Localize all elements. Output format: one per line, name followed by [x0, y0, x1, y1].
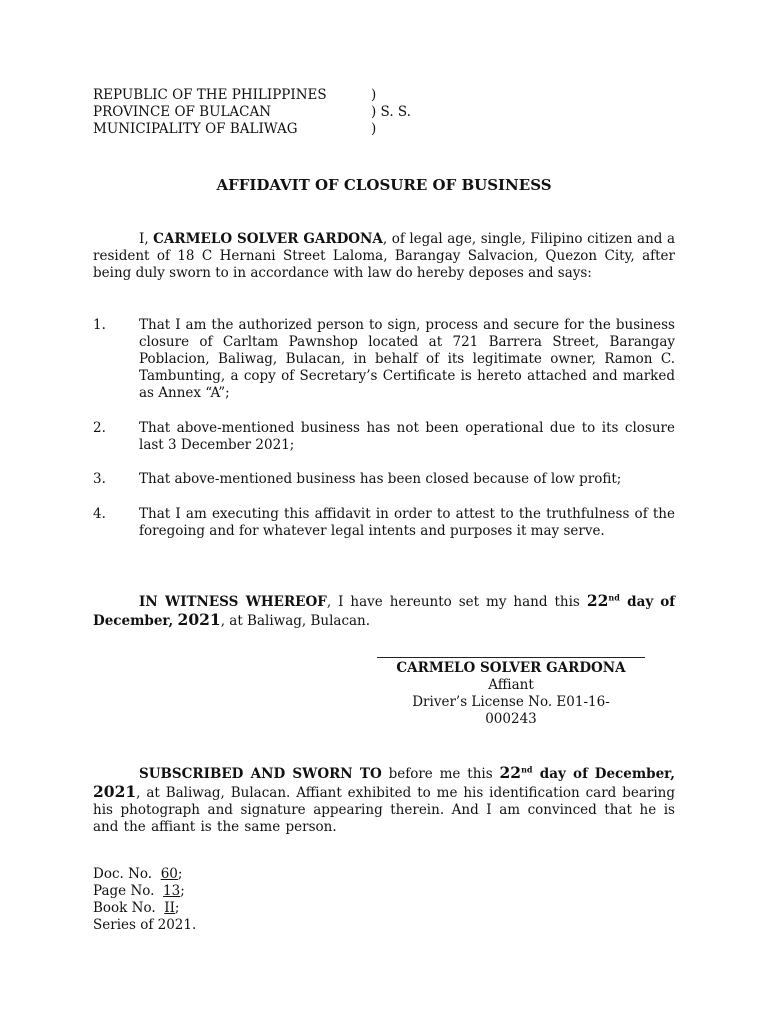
notarial-doc-no: Doc. No. 60;	[93, 866, 183, 882]
list-item-text: That I am executing this affidavit in order to attest to the truthfulness of the foregoing and for whatever legal intents and purposes it may serve.	[139, 506, 675, 539]
book-no-value: II	[164, 900, 175, 916]
venue-paren: )	[371, 87, 377, 103]
list-item-text: That above-mentioned business has been closed because of low profit;	[139, 471, 622, 487]
witness-day-word: day	[619, 594, 654, 610]
intro-prefix: I,	[139, 231, 154, 247]
page-no-label: Page No.	[93, 883, 155, 899]
affiant-name-inline: CARMELO SOLVER GARDONA	[153, 231, 383, 247]
venue-paren-ss: ) S. S.	[371, 104, 411, 120]
notarial-book-no: Book No. II;	[93, 900, 180, 916]
signature-line	[377, 657, 645, 658]
list-item-number: 1.	[93, 317, 106, 333]
jurat-month: December,	[594, 766, 675, 782]
signature-block	[377, 660, 645, 728]
license-line-2: 000243	[485, 711, 537, 727]
doc-no-value: 60	[160, 866, 178, 882]
page-no-value: 13	[163, 883, 181, 899]
jurat-day: 22	[499, 763, 522, 782]
venue-province: PROVINCE OF BULACAN	[93, 104, 272, 120]
jurat-tail: , at Baliwag, Bulacan. Affiant exhibited to me his identification card bearing his photograph and signature appearing therein. And I am convinced that he is and the affiant is the same person.	[93, 785, 675, 835]
witness-month: of December,	[93, 594, 675, 629]
list-item-number: 2.	[93, 420, 106, 436]
witness-paragraph	[93, 592, 675, 630]
affiant-signature-name: CARMELO SOLVER GARDONA	[396, 660, 626, 676]
jurat-lead: SUBSCRIBED AND SWORN TO	[139, 766, 382, 782]
witness-tail: , at Baliwag, Bulacan.	[220, 613, 371, 629]
jurat-paragraph	[93, 764, 675, 836]
list-item-text: That I am the authorized person to sign, process and secure for the business closure of Carltam Pawnshop located at 721 Barrera Street, Barangay Poblacion, Baliwag, Bulacan, in behalf of its legitimate owner, Ramon C. Tambunting, a copy of Secretary’s Certificate is hereto attached and marked as Annex “A”;	[139, 317, 675, 401]
venue-republic: REPUBLIC OF THE PHILIPPINES	[93, 87, 327, 103]
venue-municipality: MUNICIPALITY OF BALIWAG	[93, 121, 298, 137]
intro-paragraph	[93, 231, 675, 282]
witness-day-suffix: nd	[608, 592, 620, 603]
notarial-series: Series of 2021.	[93, 917, 197, 933]
jurat-mid: before me this	[381, 766, 500, 782]
notarial-page-no: Page No. 13;	[93, 883, 185, 899]
list-item-text: That above-mentioned business has not been operational due to its closure last 3 December 2021;	[139, 420, 675, 453]
witness-year: 2021	[177, 610, 221, 629]
affiant-role: Affiant	[488, 677, 534, 693]
list-item-number: 3.	[93, 471, 106, 487]
license-line-1: Driver’s License No. E01-16-	[412, 694, 610, 710]
jurat-year: 2021	[93, 782, 137, 801]
jurat-day-suffix: nd	[521, 764, 533, 775]
witness-mid: , I have hereunto set my hand this	[326, 594, 587, 610]
intro-text: , of legal age, single, Filipino citizen and a resident of 18 C Hernani Street Laloma, Barangay Salvacion, Quezon City, after being duly sworn to in accordance with law do hereby deposes and says:	[93, 231, 675, 281]
venue-paren: )	[371, 121, 377, 137]
witness-day: 22	[586, 591, 609, 610]
list-item-number: 4.	[93, 506, 106, 522]
document-title: AFFIDAVIT OF CLOSURE OF BUSINESS	[216, 176, 552, 194]
book-no-label: Book No.	[93, 900, 156, 916]
jurat-day-word: day of	[532, 766, 588, 782]
witness-lead: IN WITNESS WHEREOF	[139, 594, 327, 610]
doc-no-label: Doc. No.	[93, 866, 153, 882]
